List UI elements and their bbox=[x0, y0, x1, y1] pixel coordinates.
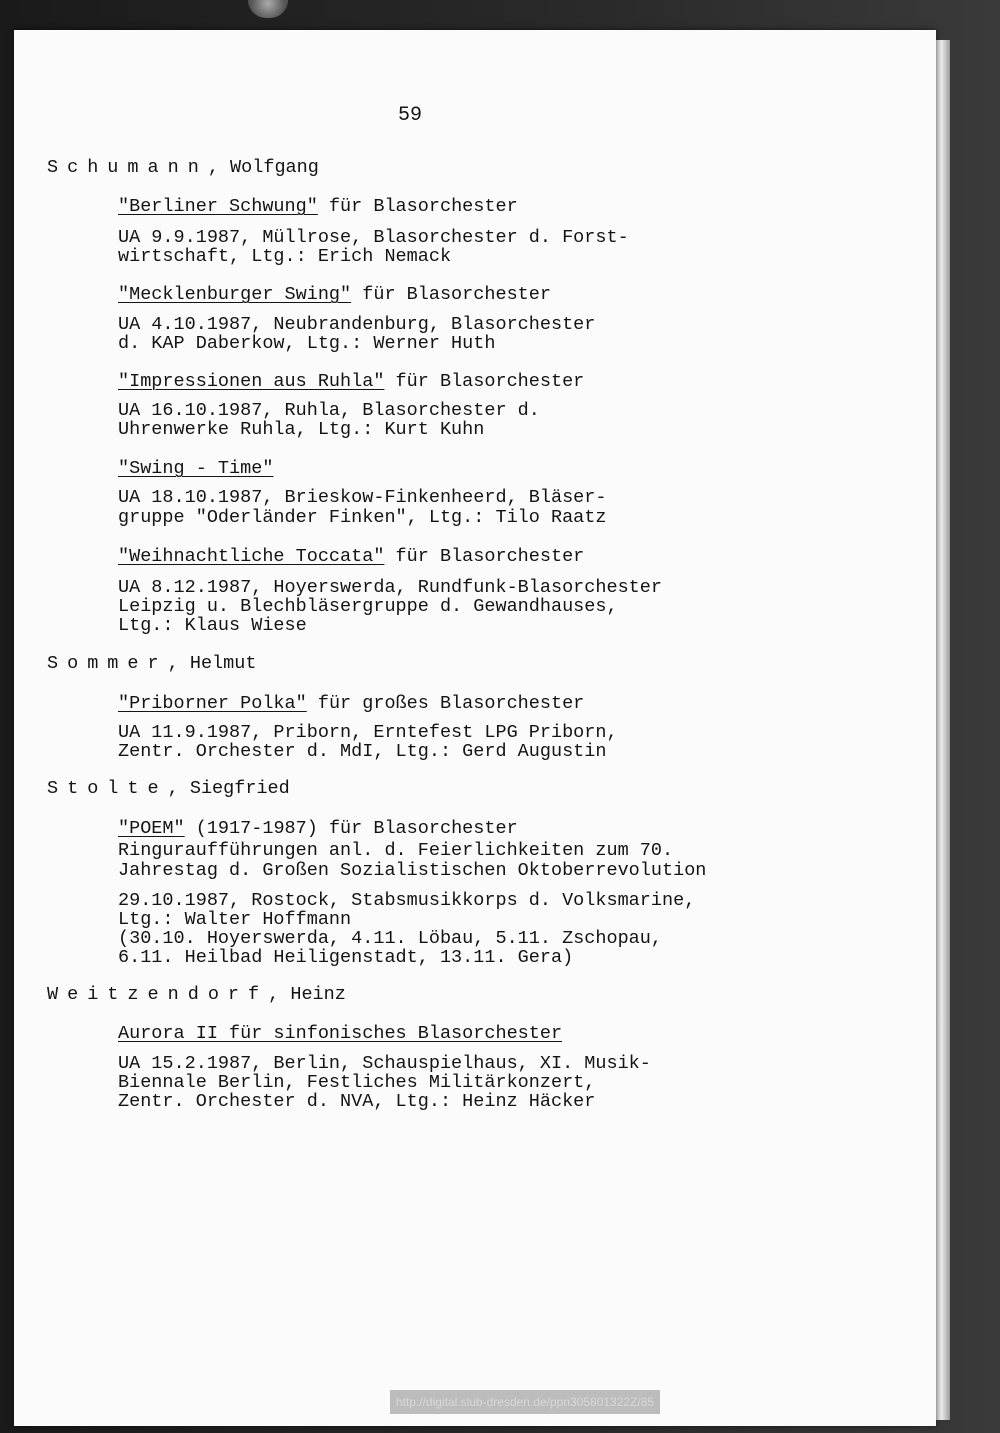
performance-line: UA 16.10.1987, Ruhla, Blasorchester d. bbox=[118, 400, 540, 421]
binder-clip bbox=[248, 0, 288, 18]
work-scoring: für Blasorchester bbox=[384, 371, 585, 392]
work-title-line bbox=[118, 197, 518, 217]
performance-line: Zentr. Orchester d. NVA, Ltg.: Heinz Häcker bbox=[118, 1091, 596, 1112]
performance-line: Biennale Berlin, Festliches Militärkonzert, bbox=[118, 1072, 596, 1093]
work-title-line bbox=[118, 372, 584, 392]
work-title: "Weihnachtliche Toccata" bbox=[118, 546, 385, 567]
work-title-line bbox=[118, 285, 551, 305]
composer-surname: Stolte bbox=[47, 778, 168, 799]
composer-surname: Sommer bbox=[47, 653, 168, 674]
composer-heading: Weitzendorf, Heinz bbox=[47, 984, 346, 1005]
work-title-line bbox=[118, 1024, 562, 1044]
performance-line: UA 11.9.1987, Priborn, Erntefest LPG Priborn, bbox=[118, 722, 618, 743]
performance-line: (30.10. Hoyerswerda, 4.11. Löbau, 5.11. Zschopau, bbox=[118, 928, 662, 949]
composer-heading: Sommer, Helmut bbox=[47, 653, 257, 674]
composer-surname: Schumann bbox=[47, 157, 208, 178]
composer-heading: Stolte, Siegfried bbox=[47, 778, 290, 799]
page-edge bbox=[936, 40, 950, 1420]
work-title-line bbox=[118, 694, 584, 714]
work-scoring: (1917-1987) für Blasorchester bbox=[184, 818, 518, 839]
work-title: "Swing - Time" bbox=[118, 458, 274, 479]
composer-given-name: Helmut bbox=[189, 653, 257, 674]
composer-given-name: Heinz bbox=[290, 984, 346, 1005]
work-title: "Impressionen aus Ruhla" bbox=[118, 371, 385, 392]
performance-line: Zentr. Orchester d. MdI, Ltg.: Gerd Augustin bbox=[118, 741, 607, 762]
work-title-line bbox=[118, 459, 273, 479]
work-title: "Mecklenburger Swing" bbox=[118, 284, 352, 305]
performance-line: d. KAP Daberkow, Ltg.: Werner Huth bbox=[118, 333, 496, 354]
performance-line: UA 15.2.1987, Berlin, Schauspielhaus, XI. Musik- bbox=[118, 1053, 651, 1074]
work-scoring: für Blasorchester bbox=[351, 284, 551, 305]
performance-line: wirtschaft, Ltg.: Erich Nemack bbox=[118, 246, 452, 267]
work-title: "Priborner Polka" bbox=[118, 693, 307, 714]
performance-line: 6.11. Heilbad Heiligenstadt, 13.11. Gera) bbox=[118, 947, 574, 968]
page-number: 59 bbox=[398, 104, 423, 127]
performance-line: UA 9.9.1987, Müllrose, Blasorchester d. Forst- bbox=[118, 227, 629, 248]
performance-line: UA 18.10.1987, Brieskow-Finkenheerd, Bläser- bbox=[118, 487, 607, 508]
work-title-line bbox=[118, 547, 584, 567]
source-url-watermark: http://digital.slub-dresden.de/ppn305801322Z/85 bbox=[390, 1390, 660, 1414]
performance-line: Uhrenwerke Ruhla, Ltg.: Kurt Kuhn bbox=[118, 419, 485, 440]
work-title: "Berliner Schwung" bbox=[118, 196, 318, 217]
performance-line: 29.10.1987, Rostock, Stabsmusikkorps d. Volksmarine, bbox=[118, 890, 696, 911]
work-title: Aurora II für sinfonisches Blasorchester bbox=[118, 1023, 563, 1044]
performance-line: Ltg.: Walter Hoffmann bbox=[118, 909, 352, 930]
work-scoring: für Blasorchester bbox=[384, 546, 585, 567]
performance-line: gruppe "Oderländer Finken", Ltg.: Tilo Raatz bbox=[118, 507, 607, 528]
composer-heading: Schumann, Wolfgang bbox=[47, 157, 319, 178]
performance-line: UA 4.10.1987, Neubrandenburg, Blasorchester bbox=[118, 314, 596, 335]
document-page bbox=[14, 30, 936, 1426]
performance-line: UA 8.12.1987, Hoyerswerda, Rundfunk-Blasorchester bbox=[118, 577, 662, 598]
work-note-line: Ringuraufführungen anl. d. Feierlichkeiten zum 70. bbox=[118, 840, 674, 861]
work-scoring: für Blasorchester bbox=[317, 196, 518, 217]
work-title-line bbox=[118, 819, 518, 839]
composer-given-name: Wolfgang bbox=[230, 157, 319, 178]
composer-surname: Weitzendorf bbox=[47, 984, 269, 1005]
page-text bbox=[14, 30, 936, 1426]
work-note-line: Jahrestag d. Großen Sozialistischen Oktoberrevolution bbox=[118, 860, 707, 881]
work-scoring: für großes Blasorchester bbox=[306, 693, 585, 714]
work-title: "POEM" bbox=[118, 818, 185, 839]
performance-line: Ltg.: Klaus Wiese bbox=[118, 615, 307, 636]
composer-given-name: Siegfried bbox=[189, 778, 290, 799]
performance-line: Leipzig u. Blechbläsergruppe d. Gewandhauses, bbox=[118, 596, 618, 617]
